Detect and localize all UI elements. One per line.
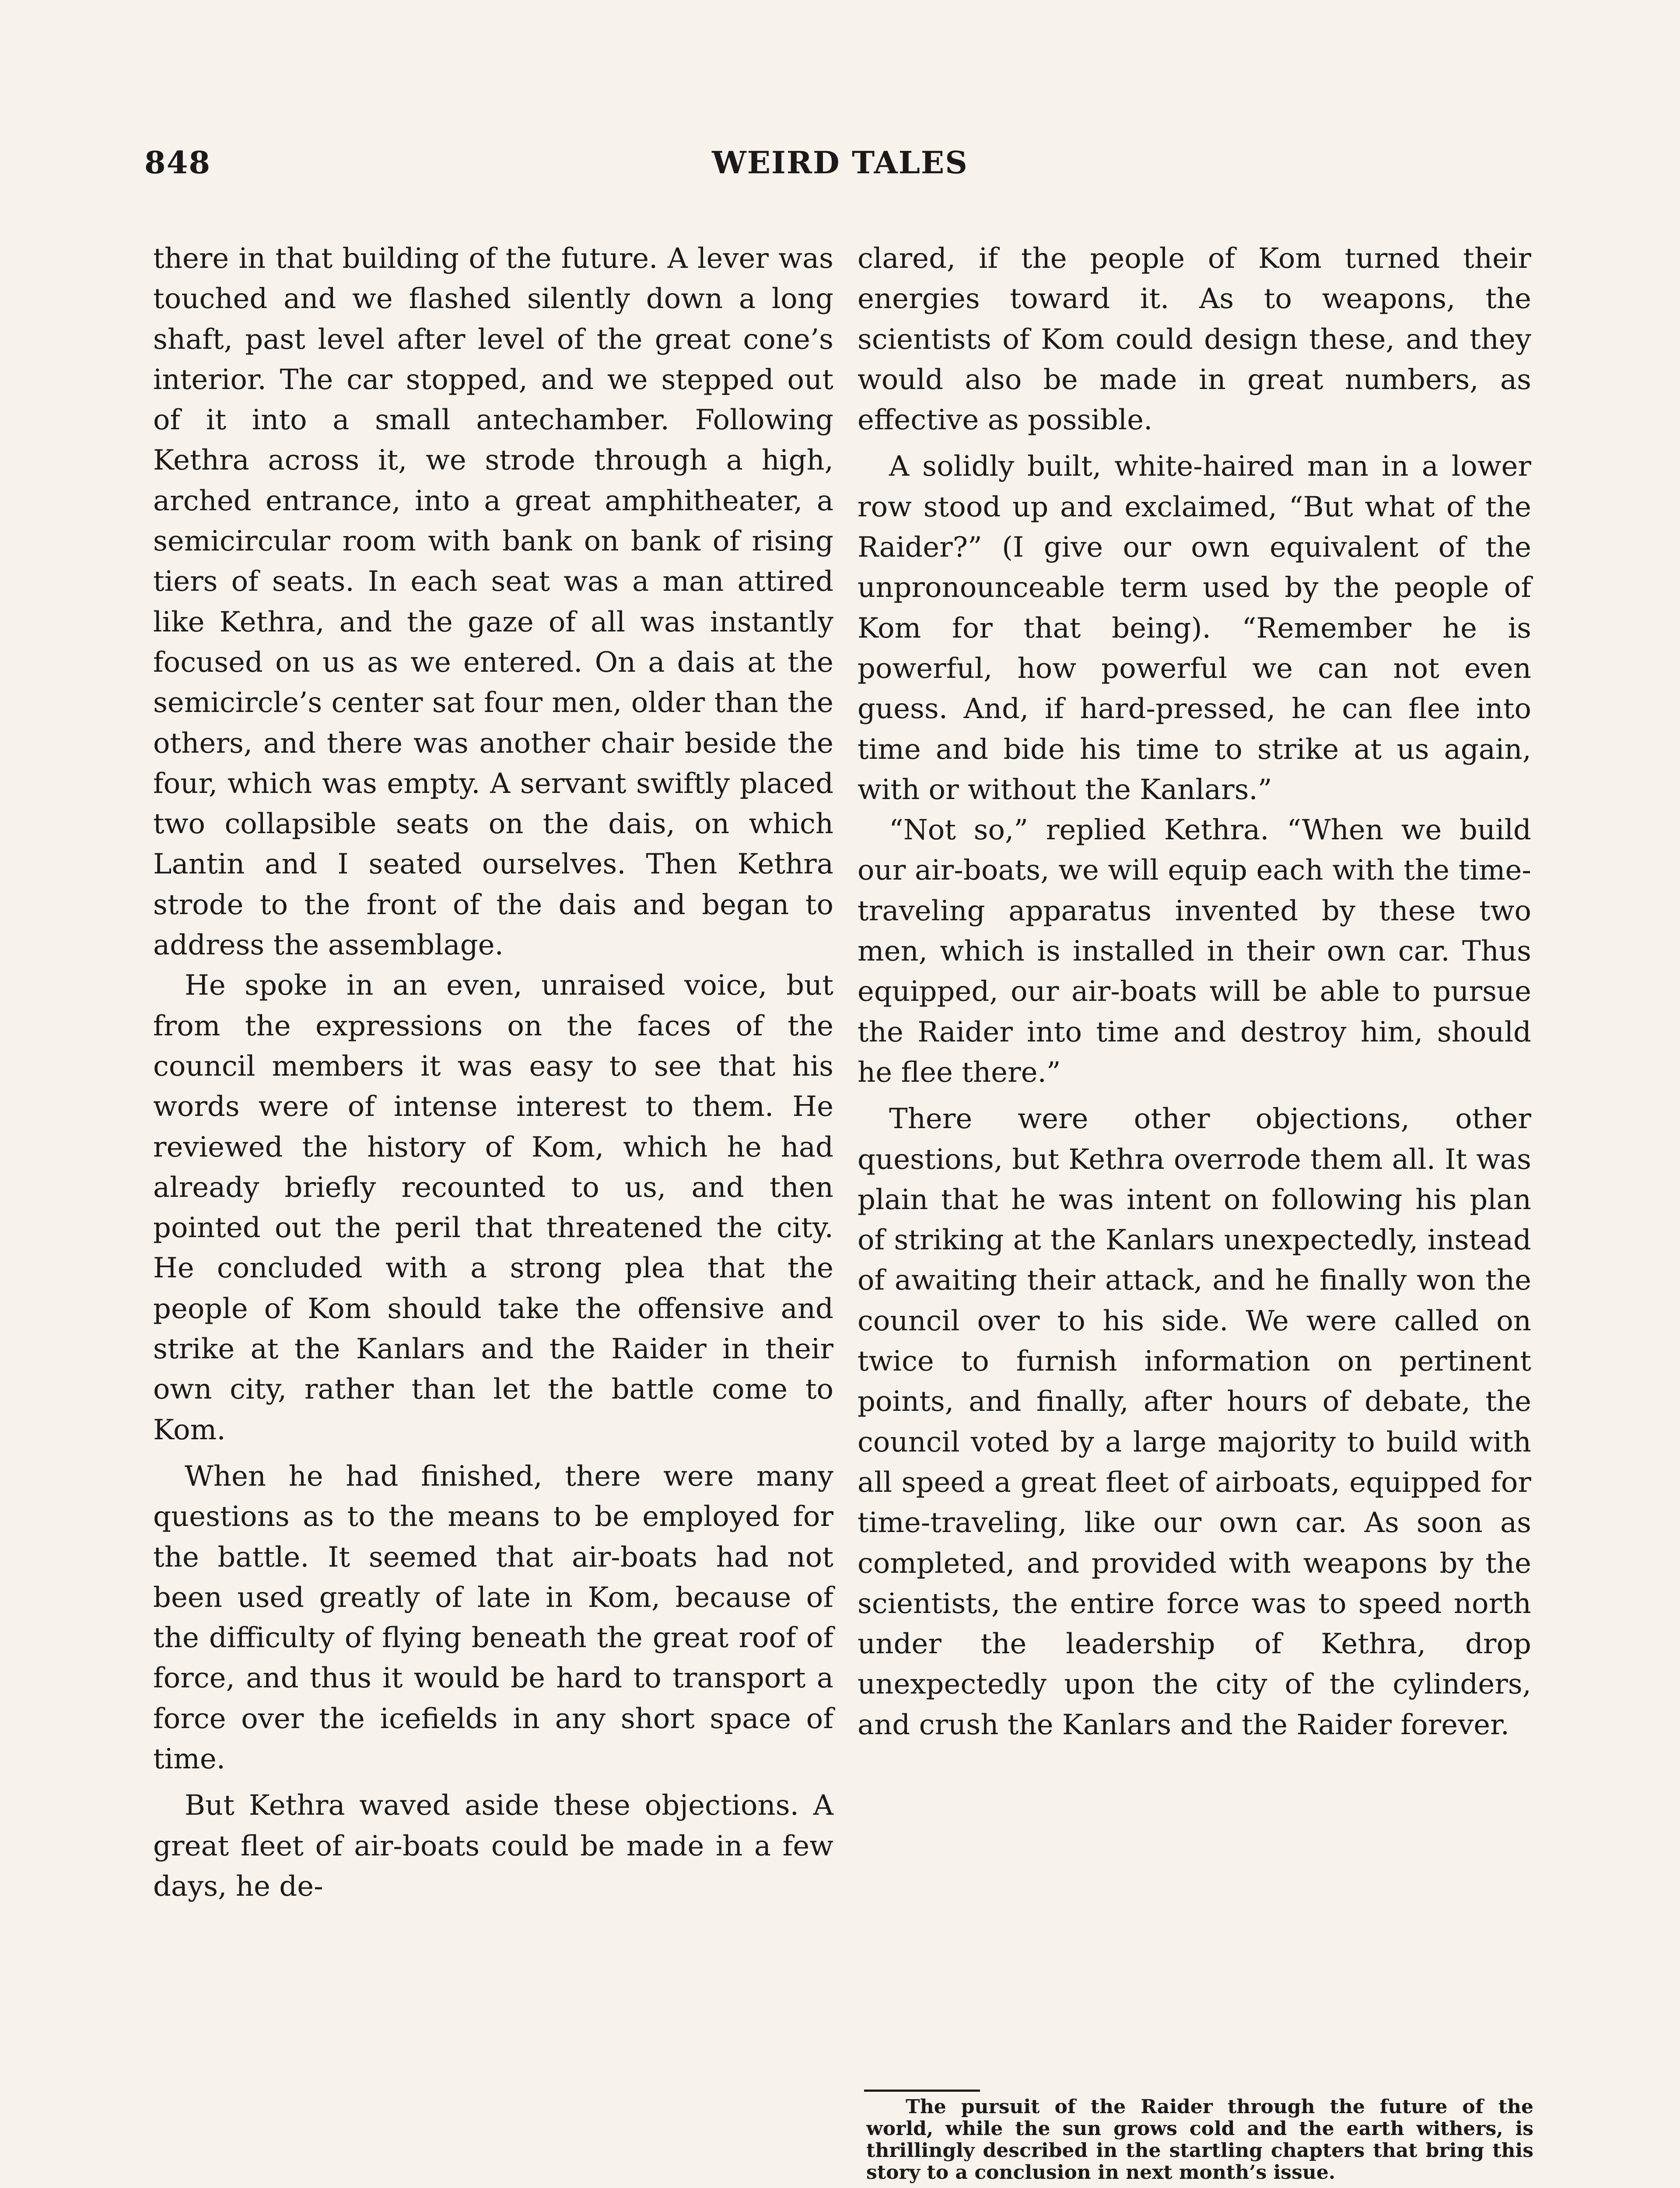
paragraph: When he had finished, there were many questions as to the means to be employed for the battle. It seemed that air-boats had not been used greatly of late in Kom, because of the difficulty of flying beneath the great roof of force, and thus it would be hard to transport a force over the icefields in any short space of time. [153,1460,833,1775]
paragraph: There were other objections, other questions, but Kethra overrode them all. It was plain that he was intent on following his plan of striking at the Kanlars unexpectedly, instead of awaiting their attack, and he finally won the council over to his side. We were called on twice to furnish information on pertinent points, and finally, after hours of debate, the council voted by a large majority to build with all speed a great fleet of airboats, equipped for time-traveling, like our own car. As soon as completed, and provided with weapons by the scientists, the entire force was to speed north under the leadership of Kethra, drop unexpectedly upon the city of the cylinders, and crush the Kanlars and the Raider forever. [858,1103,1531,1741]
paragraph: clared, if the people of Kom turned their energies toward it. As to weapons, the scientists of Kom could design these, and they would also be made in great numbers, as effective as possible. [858,242,1531,437]
running-head: WEIRD TALES [712,144,968,181]
paragraph: But Kethra waved aside these objections. A great fleet of air-boats could be made in a few days, he de- [153,1789,833,1903]
footnote-rule [864,2090,980,2092]
paragraph: He spoke in an even, unraised voice, but from the expressions on the faces of the council members it was easy to see that his words were of intense interest to them. He reviewed the history of Kom, which he had already briefly recounted to us, and then pointed out the peril that threatened the city. He concluded with a strong plea that the people of Kom should take the offensive and strike at the Kanlars and the Raider in their own city, rather than let the battle come to Kom. [153,969,833,1446]
paragraph: A solidly built, white-haired man in a lower row stood up and exclaimed, “But what of the Raider?” (I give our own equivalent of the unpronounceable term used by the people of Kom for that being). “Remember he is powerful, how powerful we can not even guess. And, if hard-pressed, he can flee into time and bide his time to strike at us again, with or without the Kanlars.” [858,450,1531,806]
right-column [858,238,1531,1745]
page-header [144,144,1536,193]
paragraph: “Not so,” replied Kethra. “When we build our air-boats, we will equip each with the time-traveling apparatus invented by these two men, which is installed in their own car. Thus equipped, our air-boats will be able to pursue the Raider into time and destroy him, should he flee there.” [858,814,1531,1089]
paragraph: there in that building of the future. A lever was touched and we flashed silently down a long shaft, past level after level of the great cone’s interior. The car stopped, and we stepped out of it into a small antechamber. Following Kethra across it, we strode through a high, arched entrance, into a great amphitheater, a semicircular room with bank on bank of rising tiers of seats. In each seat was a man attired like Kethra, and the gaze of all was instantly focused on us as we entered. On a dais at the semicircle’s center sat four men, older than the others, and there was another chair beside the four, which was empty. A servant swiftly placed two collapsible seats on the dais, on which Lantin and I seated ourselves. Then Kethra strode to the front of the dais and began to address the assemblage. [153,242,833,962]
left-column [153,238,833,1907]
page-number: 848 [144,144,211,181]
footnote: The pursuit of the Raider through the future of the world, while the sun grows cold and the earth withers, is thrillingly described in the startling chapters that bring this story to a conclusion in next month’s issue. [866,2096,1533,2184]
